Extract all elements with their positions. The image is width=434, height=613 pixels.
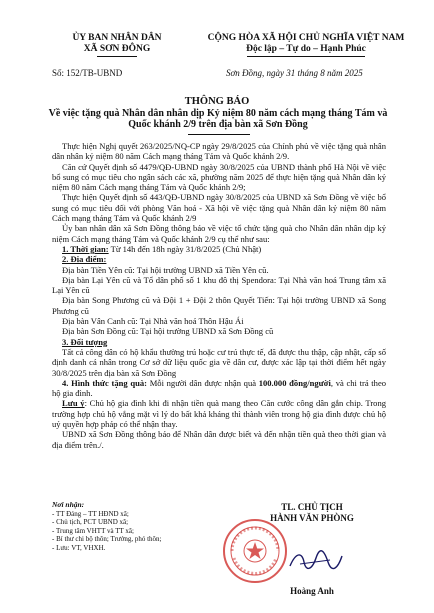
org-line-2: XÃ SƠN ĐÔNG [83, 44, 151, 54]
section-time-text: Từ 14h đến 18h ngày 31/8/2025 (Chủ Nhật) [108, 243, 262, 254]
location-item: Địa bàn Lại Yên cũ và Tổ dân phố số 1 khu đô thị Spendora: Tại Nhà văn hoá Trung tâm xã Lại Yên cũ [52, 274, 386, 296]
location-item: Địa bàn Sơn Đồng cũ: Tại hội trường UBND xã Sơn Đồng cũ [62, 326, 274, 337]
place-and-date: Sơn Đồng, ngày 31 tháng 8 năm 2025 [226, 68, 363, 78]
org-underline [97, 56, 137, 57]
official-seal-icon [222, 518, 288, 584]
recipients-list [52, 501, 212, 553]
nation-line-1: CỘNG HÒA XÃ HỘI CHỦ NGHĨA VIỆT NAM [207, 33, 405, 43]
closing-paragraph: UBND xã Sơn Đồng thông báo để Nhân dân được biết và đến nhận tiền quà theo thời gian và địa điểm trên./. [52, 429, 386, 450]
gift-text-b: , và chi trả theo hộ gia đình. [52, 377, 387, 399]
section-location-label: 2. Địa điểm: [62, 254, 107, 265]
recipient-item: - Bí thư chi bộ thôn; Trưởng, phó thôn; [52, 535, 162, 544]
signature-role-line-2: HÀNH VĂN PHÒNG [270, 512, 354, 523]
document-body [52, 141, 386, 450]
location-item: Địa bàn Tiền Yên cũ: Tại hội trường UBND xã Tiền Yên cũ. [62, 264, 269, 275]
note-label: Lưu ý [62, 398, 85, 409]
section-eligibility-label: 3. Đối tượng [62, 336, 108, 347]
recipient-item: - TT Đảng – TT HĐND xã; [52, 509, 129, 518]
paragraph-legal-basis-3: Thực hiện Quyết định số 443/QĐ-UBND ngày 30/8/2025 của UBND xã Sơn Đồng về việc bổ sung có mục tiêu đối với phòng Văn hoá - Xã hội về việc tặng quà Nhân dân kỷ niệm 80 năm Cách mạng tháng Tám và Quốc khánh 2/9 [52, 192, 386, 224]
section-location [52, 254, 386, 264]
paragraph-legal-basis-1: Thực hiện Nghị quyết 263/2025/NQ-CP ngày 29/8/2025 của Chính phủ về việc tặng quà nhân dân nhân kỷ niệm 80 năm Cách mạng tháng Tám và Quốc khánh 2/9. [52, 141, 386, 162]
section-gift-label: 4. Hình thức tặng quà: [62, 377, 148, 388]
paragraph-announcement: Ủy ban nhân dân xã Sơn Đồng thông báo về việc tổ chức tặng quà cho Nhân dân nhân dịp kỷ niệm Cách mạng tháng Tám và Quốc khánh 2/9 cụ thể như sau: [52, 223, 386, 244]
recipient-item: - Lưu: VT, VHXH. [52, 543, 106, 552]
section-time-label: 1. Thời gian: [62, 243, 109, 254]
document-subject: Về việc tặng quà Nhân dân nhân dịp Kỷ niệm 80 năm cách mạng tháng Tám và Quốc khánh 2/9 trên địa bàn xã Sơn Đồng [48, 108, 388, 130]
paragraph-legal-basis-2: Căn cứ Quyết định số 4479/QĐ-UBND ngày 30/8/2025 của UBND thành phố Hà Nội về việc bổ sung có mục tiêu cho ngân sách các xã, phường năm 2025 để thực hiện tặng quà Nhân dân kỷ niệm 80 năm Cách mạng tháng Tám và Quốc khánh 2/9; [52, 161, 386, 193]
recipient-item: - Chủ tịch, PCT UBND xã; [52, 518, 129, 527]
recipient-item: - Trung tâm VHTT và TT xã; [52, 526, 134, 535]
issuing-organization [52, 33, 182, 57]
location-item: Địa bàn Song Phương cũ và Đội 1 + Đội 2 thôn Quyết Tiến: Tại hội trường UBND xã Song Phương cũ [52, 295, 386, 316]
note-text: : Chủ hộ gia đình khi đi nhận tiền quà mang theo Căn cước công dân gắn chip. Trong trường hợp chủ hộ vắng mặt vì lý do bất khả kháng thì thành viên trong hộ gia đình được chủ hộ uỷ quyền hợp pháp có thể nhận thay. [52, 398, 386, 430]
section-recipients-label [52, 337, 386, 347]
gift-text-a: Mỗi người dân được nhận quà [147, 377, 259, 388]
document-number: Số: 152/TB-UBND [52, 68, 123, 78]
national-motto [196, 33, 416, 57]
handwritten-signature-icon [286, 548, 346, 572]
section-gift-form [52, 378, 386, 399]
note-paragraph [52, 398, 386, 429]
document-title: THÔNG BÁO [184, 96, 250, 107]
signer-name: Hoàng Anh [290, 586, 334, 596]
nation-line-2: Độc lập – Tự do – Hạnh Phúc [246, 44, 366, 54]
motto-underline [247, 56, 365, 57]
org-line-1: ỦY BAN NHÂN DÂN [72, 33, 162, 43]
gift-amount: 100.000 đồng/người [258, 377, 331, 388]
signature-role-line-1: TL. CHỦ TỊCH [281, 502, 343, 512]
location-item: Địa bàn Vân Canh cũ: Tại Nhà văn hoá Thôn Hậu Ái [62, 316, 244, 327]
section-time [52, 244, 386, 254]
subject-underline [188, 134, 250, 135]
recipients-heading: Nơi nhận: [52, 500, 85, 509]
section-eligibility-text: Tất cả công dân có hộ khẩu thường trú hoặc cư trú thực tế, đã được thu thập, cập nhật, cấp số định danh cá nhân trong Cơ sở dữ liệu quốc gia về dân cư, được xác lập tại thời điểm hết ngày 30/8/2025 trên địa bàn xã Sơn Đồng [52, 346, 386, 378]
